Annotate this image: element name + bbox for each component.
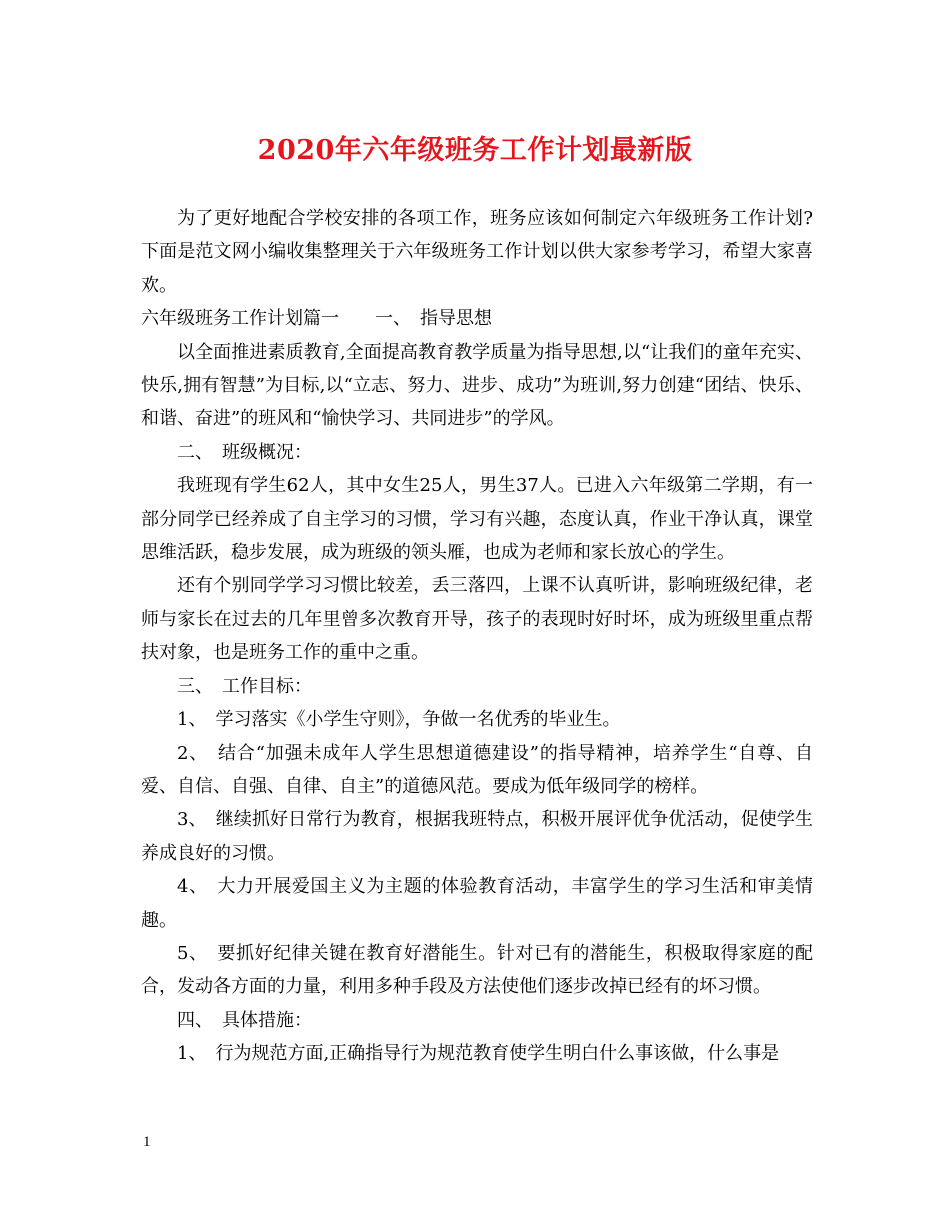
body-paragraph: 2、 结合“加强未成年人学生思想道德建设”的指导精神，培养学生“自尊、自爱、自信、自强、自律、自主”的道德风范。要成为低年级同学的榜样。: [141, 742, 813, 797]
body-paragraph: 为了更好地配合学校安排的各项工作，班务应该如何制定六年级班务工作计划?下面是范文网小编收集整理关于六年级班务工作计划以供大家参考学习，希望大家喜欢。: [141, 208, 813, 296]
document-title: 2020年六年级班务工作计划最新版: [257, 135, 693, 166]
body-paragraph: 还有个别同学学习习惯比较差，丢三落四，上课不认真听讲，影响班级纪律，老师与家长在过去的几年里曾多次教育开导，孩子的表现时好时坏，成为班级里重点帮扶对象，也是班务工作的重中之重。: [141, 575, 813, 664]
page-number: 1: [143, 1134, 151, 1150]
body-paragraph: 我班现有学生62人，其中女生25人，男生37人。已进入六年级第二学期，有一部分同学已经养成了自主学习的习惯，学习有兴趣，态度认真，作业干净认真，课堂思维活跃，稳步发展，成为班级的领头雁，也成为老师和家长放心的学生。: [141, 475, 813, 564]
document-body: [141, 202, 813, 1071]
body-paragraph: 四、 具体措施：: [177, 1009, 312, 1031]
body-paragraph: 二、 班级概况：: [177, 441, 312, 463]
body-paragraph: 4、 大力开展爱国主义为主题的体验教育活动，丰富学生的学习生活和审美情趣。: [141, 876, 813, 931]
body-paragraph: 三、 工作目标：: [177, 675, 312, 697]
body-paragraph: 3、 继续抓好日常行为教育，根据我班特点，积极开展评优争优活动，促使学生养成良好的习惯。: [141, 809, 813, 864]
body-paragraph: 1、 行为规范方面,正确指导行为规范教育使学生明白什么事该做，什么事是: [177, 1043, 780, 1065]
body-paragraph: 1、 学习落实《小学生守则》，争做一名优秀的毕业生。: [177, 709, 621, 731]
body-paragraph: 六年级班务工作计划篇一 一、 指导思想: [141, 308, 492, 330]
body-paragraph: 5、 要抓好纪律关键在教育好潜能生。针对已有的潜能生，积极取得家庭的配合，发动各方面的力量，利用多种手段及方法使他们逐步改掉已经有的坏习惯。: [141, 942, 813, 998]
body-paragraph: 以全面推进素质教育,全面提高教育教学质量为指导思想,以“让我们的童年充实、快乐,拥有智慧”为目标,以“立志、努力、进步、成功”为班训,努力创建“团结、快乐、和谐、奋进”的班风和“愉快学习、共同进步”的学风。: [141, 341, 813, 430]
